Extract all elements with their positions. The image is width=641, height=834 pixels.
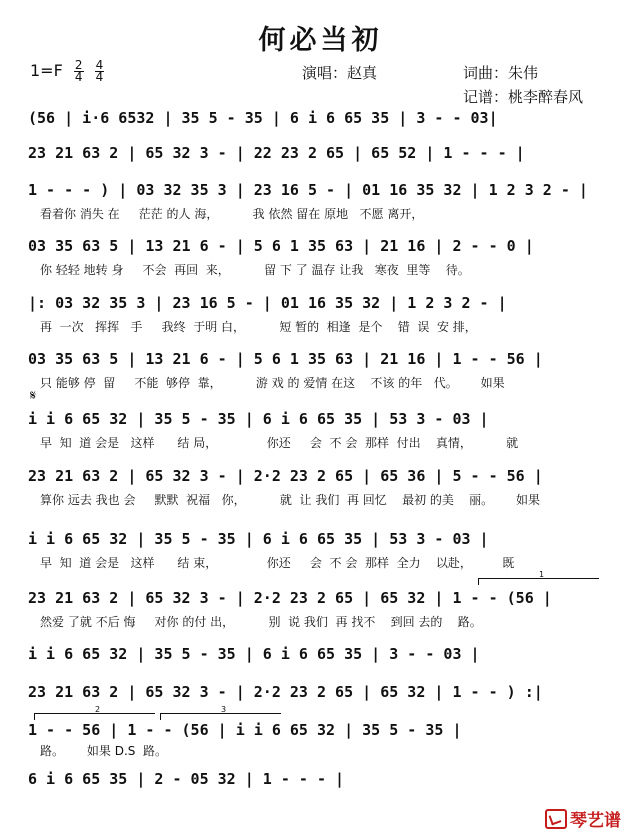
score-row: i i 6 65 32 | 35 5 - 35 | 6 i 6 65 35 | 53 3 - 03 | [28,530,489,548]
segno-mark: 𝄋 [30,388,37,404]
lyric-line: 看着你 消失 在 茫茫 的人 海， 我 依然 留在 原地 不愿 离开， [40,207,424,221]
score-row: 03 35 63 5 | 13 21 6 - | 5 6 1 35 63 | 21 16 | 2 - - 0 | [28,237,534,255]
lyric-line: 路。 如果 D.S 路。 [40,744,168,758]
score-row: 23 21 63 2 | 65 32 3 - | 2·2 23 2 65 | 65 32 | 1 - - ) :| [28,683,543,701]
lyric-line: 早 知 道 会是 这样 结 束， 你还 会 不 会 那样 全力 以赴， 既 [40,556,515,570]
score-row: i i 6 65 32 | 35 5 - 35 | 6 i 6 65 35 | 3 - - 03 | [28,645,480,663]
score-row: |: 03 32 35 3 | 23 16 5 - | 01 16 35 32 | 1 2 3 2 - | [28,294,507,312]
transcriber-credit: 记谱：桃李醉春风 [463,88,584,106]
score-row: i i 6 65 32 | 35 5 - 35 | 6 i 6 65 35 | 53 3 - 03 | [28,410,489,428]
composer-credit: 词曲：朱伟 [463,64,539,82]
score-row: 1 - - - ) | 03 32 35 3 | 23 16 5 - | 01 16 35 32 | 1 2 3 2 - | [28,181,588,199]
score-row: 1 - - 56 | 1 - - (56 | i i 6 65 32 | 35 5 - 35 | [28,721,462,739]
song-title: 何必当初 [258,25,383,56]
lyric-line: 早 知 道 会是 这样 结 局， 你还 会 不 会 那样 付出 真情， 就 [40,436,519,450]
time-signature-1: $\frac{2}{4}$ [74,58,83,84]
singer-credit: 演唱：赵真 [302,64,378,82]
qinyipu-logo: 琴艺谱 [545,806,621,831]
lyric-line: 算你 远去 我也 会 默默 祝福 你， 就 让 我们 再 回忆 最初 的美 丽。 如果 [40,493,541,507]
score-row: (56 | i·6 6532 | 35 5 - 35 | 6 i 6 65 35 | 3 - - 03| [28,109,498,127]
score-row: 6 i 6 65 35 | 2 - 05 32 | 1 - - - | [28,770,345,788]
key-signature [30,60,104,83]
logo-icon [545,809,567,829]
key-label: 1=F [30,61,63,80]
time-signature-2: $\frac{4}{4}$ [95,58,104,84]
lyric-line: 你 轻轻 地转 身 不会 再回 来， 留 下 了 温存 让我 寒夜 里等 待。 [40,263,470,277]
lyric-line: 再 一次 挥挥 手 我终 于明 白， 短 暂的 相逢 是个 错 误 安 排， [40,320,477,334]
score-row: 23 21 63 2 | 65 32 3 - | 2·2 23 2 65 | 65 36 | 5 - - 56 | [28,467,543,485]
score-row: 23 21 63 2 | 65 32 3 - | 22 23 2 65 | 65 52 | 1 - - - | [28,144,525,162]
volta-bracket-1: 1 [478,578,599,585]
score-row: 23 21 63 2 | 65 32 3 - | 2·2 23 2 65 | 65 32 | 1 - - (56 | [28,589,552,607]
lyric-line: 然爱 了就 不后 悔 对你 的付 出， 别 说 我们 再 找不 到回 去的 路。 [40,615,482,629]
volta-bracket-2: 2 [34,713,155,720]
score-row: 03 35 63 5 | 13 21 6 - | 5 6 1 35 63 | 21 16 | 1 - - 56 | [28,350,543,368]
volta-bracket-3: 3 [160,713,281,720]
lyric-line: 只 能够 停 留 不能 够停 靠， 游 戏 的 爱情 在这 不该 的年 代。 如果 [40,376,505,390]
